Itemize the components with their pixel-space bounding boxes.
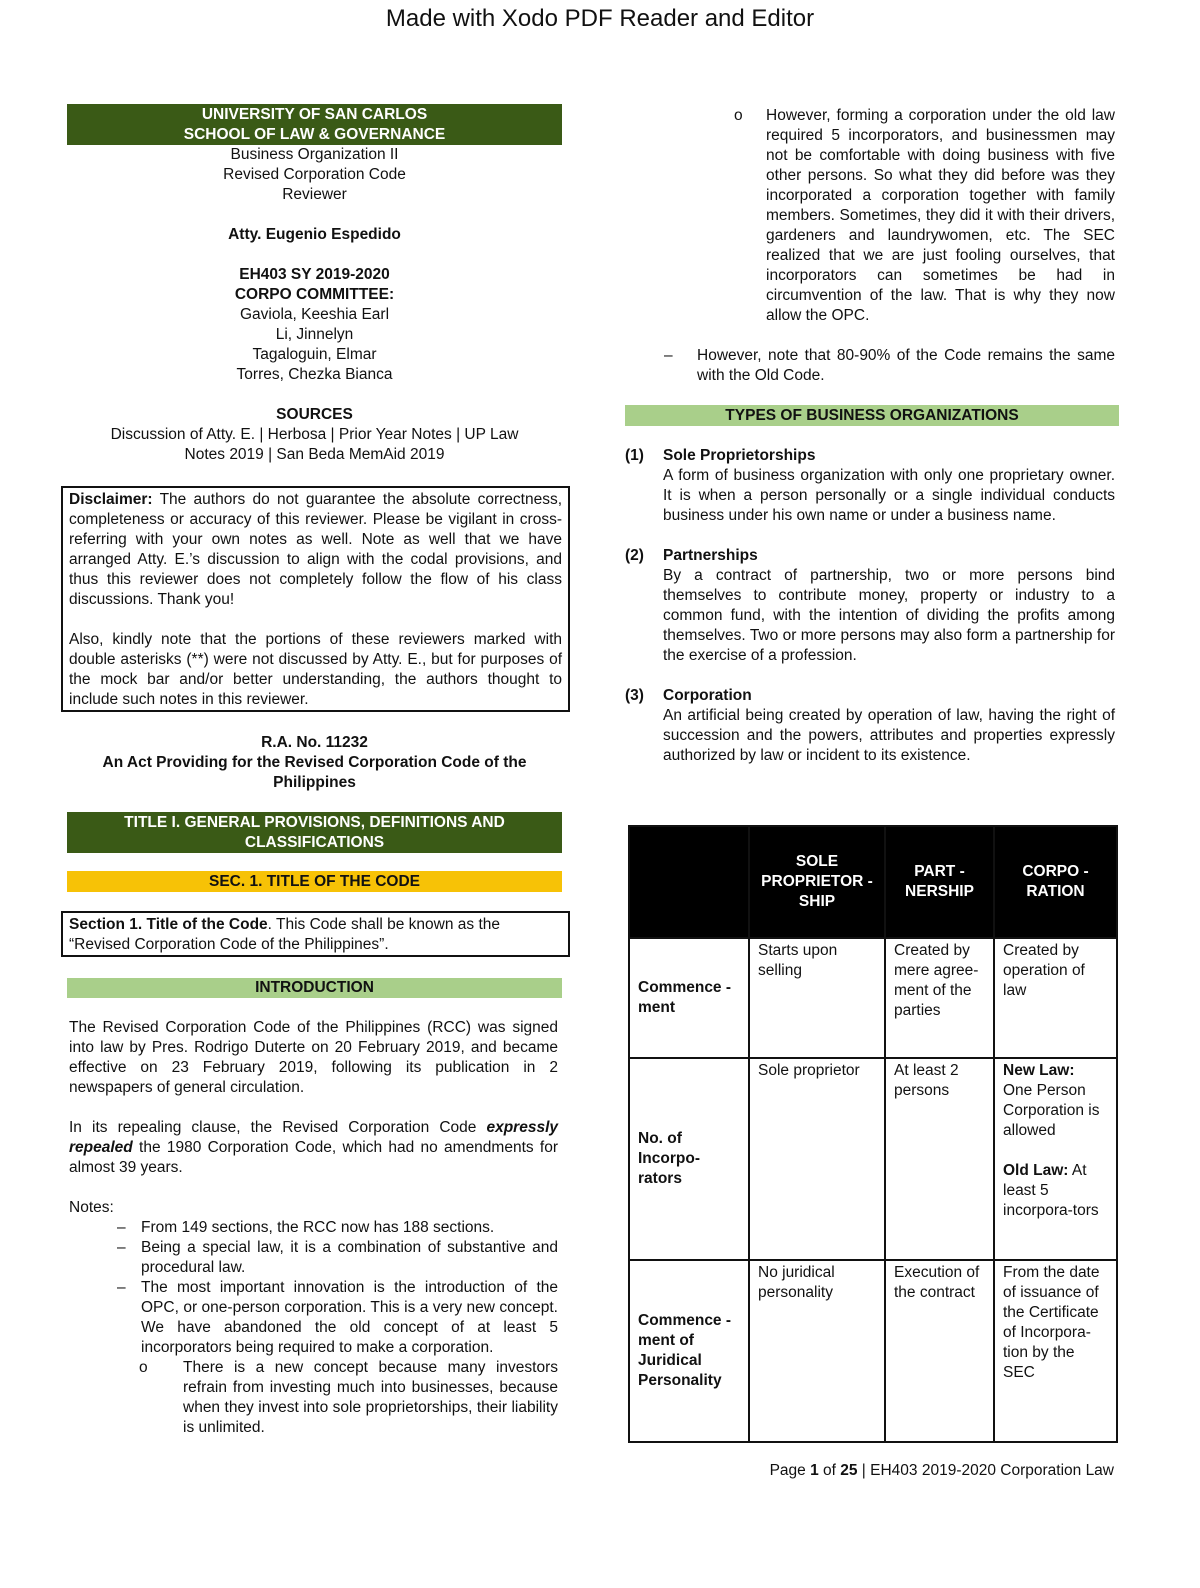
notes-label: Notes: (69, 1199, 114, 1216)
subject-name: Revised Corporation Code (223, 166, 406, 183)
circle-bullet: o (139, 1359, 148, 1376)
act-number: R.A. No. 11232 (261, 734, 368, 751)
page-footer: Page 1 of 25 | EH403 2019-2020 Corporation Law (769, 1462, 1114, 1479)
committee-member: Gaviola, Keeshia Earl (239, 306, 390, 323)
item-title: Partnerships (663, 547, 758, 564)
list-item: – From 149 sections, the RCC now has 188 sections. (117, 1219, 495, 1236)
sec1-box (61, 911, 570, 957)
types-list (625, 446, 1115, 766)
item-title: Corporation (663, 687, 752, 704)
dash-bullet: – (117, 1239, 126, 1256)
table-cell: No juridical personality (749, 1260, 885, 1442)
new-law-label: New Law: (1003, 1062, 1075, 1079)
item-text: By a contract of partnership, two or more persons bind themselves to contribute money, property or industry to a common fund, with the intention of dividing the profits among themselves. Two or more persons may also form a partnership for the exercise of a profession. (663, 567, 1115, 664)
table-header-cell: SOLE PROPRIETOR -SHIP (749, 826, 885, 938)
list-item: – However, note that 80-90% of the Code remains the same with the Old Code. (664, 347, 1115, 384)
notes-list-continued (625, 346, 1115, 386)
cover-info (67, 145, 562, 385)
table-cell: Execution of the contract (885, 1260, 994, 1442)
table-row (629, 1058, 1117, 1260)
dash-bullet: – (664, 347, 673, 364)
disclaimer-text: The authors do not guarantee the absolute correctness, completeness or accuracy of this reviewer. Please be vigilant in cross-referring with your own notes as well. Note as well that we have arranged Atty. E.’s discussion to align with the codal provisions, and thus this reviewer does not completely follow the flow of his class discussions. Thank you! (69, 491, 562, 608)
row-label: Commence -ment (629, 938, 749, 1058)
item-text: An artificial being created by operation of law, having the right of succession and the powers, attributes and properties expressly authorized by law or incident to its existence. (663, 707, 1115, 764)
item-number: (1) (625, 447, 644, 464)
sources-line: Notes 2019 | San Beda MemAid 2019 (184, 446, 445, 463)
list-item (625, 446, 1115, 526)
list-item (625, 686, 1115, 766)
act-title: An Act Providing for the Revised Corporation Code of the Philippines (102, 754, 527, 791)
notes-list (69, 1218, 558, 1438)
university-banner (67, 104, 562, 145)
title1-text: TITLE I. GENERAL PROVISIONS, DEFINITIONS AND CLASSIFICATIONS (124, 814, 505, 851)
old-law-label: Old Law: (1003, 1162, 1069, 1179)
list-item: o There is a new concept because many investors refrain from investing much into businesses, because when they invest into sole proprietorships, their liability is unlimited. (139, 1359, 558, 1436)
title1-banner (67, 812, 562, 853)
item-number: (2) (625, 547, 644, 564)
comparison-table (628, 825, 1118, 1443)
types-banner: TYPES OF BUSINESS ORGANIZATIONS (625, 405, 1119, 426)
intro-body (69, 1018, 558, 1218)
sources-heading: SOURCES (276, 406, 353, 423)
intro-paragraph: The Revised Corporation Code of the Philippines (RCC) was signed into law by Pres. Rodrigo Duterte on 20 February 2019, and became effective on 23 February 2019, following its publication in 2 newspapers of general circulation. (69, 1019, 558, 1096)
table-header-cell: PART -NERSHIP (885, 826, 994, 938)
doc-type: Reviewer (282, 186, 347, 203)
table-header-cell: CORPO -RATION (994, 826, 1117, 938)
list-item: o However, forming a corporation under the old law required 5 incorporators, and businessmen may not be comfortable with doing business with five other persons. So what they did before was they incorporated a corporation together with family members. Sometimes, they did it with their drivers, gardeners and laundrywomen, etc. The SEC realized that we are just fooling ourselves, that incorporators can sometimes be had in circumvention of the law. That is why they now allow the OPC. (734, 107, 1115, 324)
table-row (629, 1260, 1117, 1442)
sub-list (139, 1358, 558, 1438)
committee-member: Tagaloguin, Elmar (252, 346, 377, 363)
disclaimer-note: Also, kindly note that the portions of these reviewers marked with double asterisks (**) were not discussed by Atty. E., but for purposes of the mock bar and/or better understanding, the authors thought to include such notes in this reviewer. (69, 631, 562, 708)
committee-member: Torres, Chezka Bianca (236, 366, 393, 383)
school-name: SCHOOL OF LAW & GOVERNANCE (183, 126, 446, 143)
table-cell: Starts upon selling (749, 938, 885, 1058)
sources-line: Discussion of Atty. E. | Herbosa | Prior Year Notes | UP Law (110, 426, 519, 443)
row-label: Commence -ment of Juridical Personality (629, 1260, 749, 1442)
item-number: (3) (625, 687, 644, 704)
list-item: – Being a special law, it is a combination of substantive and procedural law. (117, 1239, 558, 1276)
disclaimer-box (61, 486, 570, 712)
row-label: No. of Incorpo-rators (629, 1058, 749, 1260)
committee-member: Li, Jinnelyn (275, 326, 354, 343)
table-header-cell (629, 826, 749, 938)
table-cell: From the date of issuance of the Certificate of Incorpora-tion by the SEC (994, 1260, 1117, 1442)
sec1-text: . This Code shall be known as the “Revised Corporation Code of the Philippines”. (69, 916, 501, 953)
table-row (629, 938, 1117, 1058)
watermark: Made with Xodo PDF Reader and Editor (385, 5, 815, 32)
table-cell: At least 2 persons (885, 1058, 994, 1260)
sec1-banner: SEC. 1. TITLE OF THE CODE (67, 871, 562, 892)
act-heading (67, 733, 562, 793)
circle-bullet: o (734, 107, 743, 124)
table-cell: Sole proprietor (749, 1058, 885, 1260)
university-name: UNIVERSITY OF SAN CARLOS (201, 106, 428, 123)
page-number: 1 (810, 1462, 819, 1479)
disclaimer-label: Disclaimer: (69, 491, 153, 508)
sub-list-continued (734, 106, 1115, 326)
intro-repeal-paragraph: In its repealing clause, the Revised Corporation Code expressly repealed the 1980 Corporation Code, which had no amendments for almost 39 years. (69, 1119, 558, 1176)
repeal-emphasis: expressly repealed (69, 1119, 558, 1156)
page-total: 25 (840, 1462, 858, 1479)
professor-name: Atty. Eugenio Espedido (228, 226, 401, 243)
committee-label: CORPO COMMITTEE: (234, 286, 395, 303)
sources (67, 405, 562, 465)
table-cell: Created by operation of law (994, 938, 1117, 1058)
intro-banner: INTRODUCTION (67, 978, 562, 998)
batch: EH403 SY 2019-2020 (239, 266, 390, 283)
table-header-row (629, 826, 1117, 938)
dash-bullet: – (117, 1279, 126, 1296)
list-item: – The most important innovation is the introduction of the OPC, or one-person corporation. This is a very new concept. We have abandoned the old concept of at least 5 incorporators being required to make a corporation. o There is a new concept because many investors refrain from investing much into businesses, because when they invest into sole proprietorships, their liability is unlimited. (117, 1279, 558, 1436)
table-cell: Created by mere agree-ment of the parties (885, 938, 994, 1058)
table-cell: New Law: One Person Corporation is allowed Old Law: At least 5 incorpora-tors (994, 1058, 1117, 1260)
dash-bullet: – (117, 1219, 126, 1236)
course-name: Business Organization II (230, 146, 399, 163)
sec1-label: Section 1. Title of the Code (69, 916, 268, 933)
item-title: Sole Proprietorships (663, 447, 816, 464)
item-text: A form of business organization with only one proprietary owner. It is when a person personally or a single individual conducts business under his own name or under a business name. (663, 467, 1115, 524)
list-item (625, 546, 1115, 666)
